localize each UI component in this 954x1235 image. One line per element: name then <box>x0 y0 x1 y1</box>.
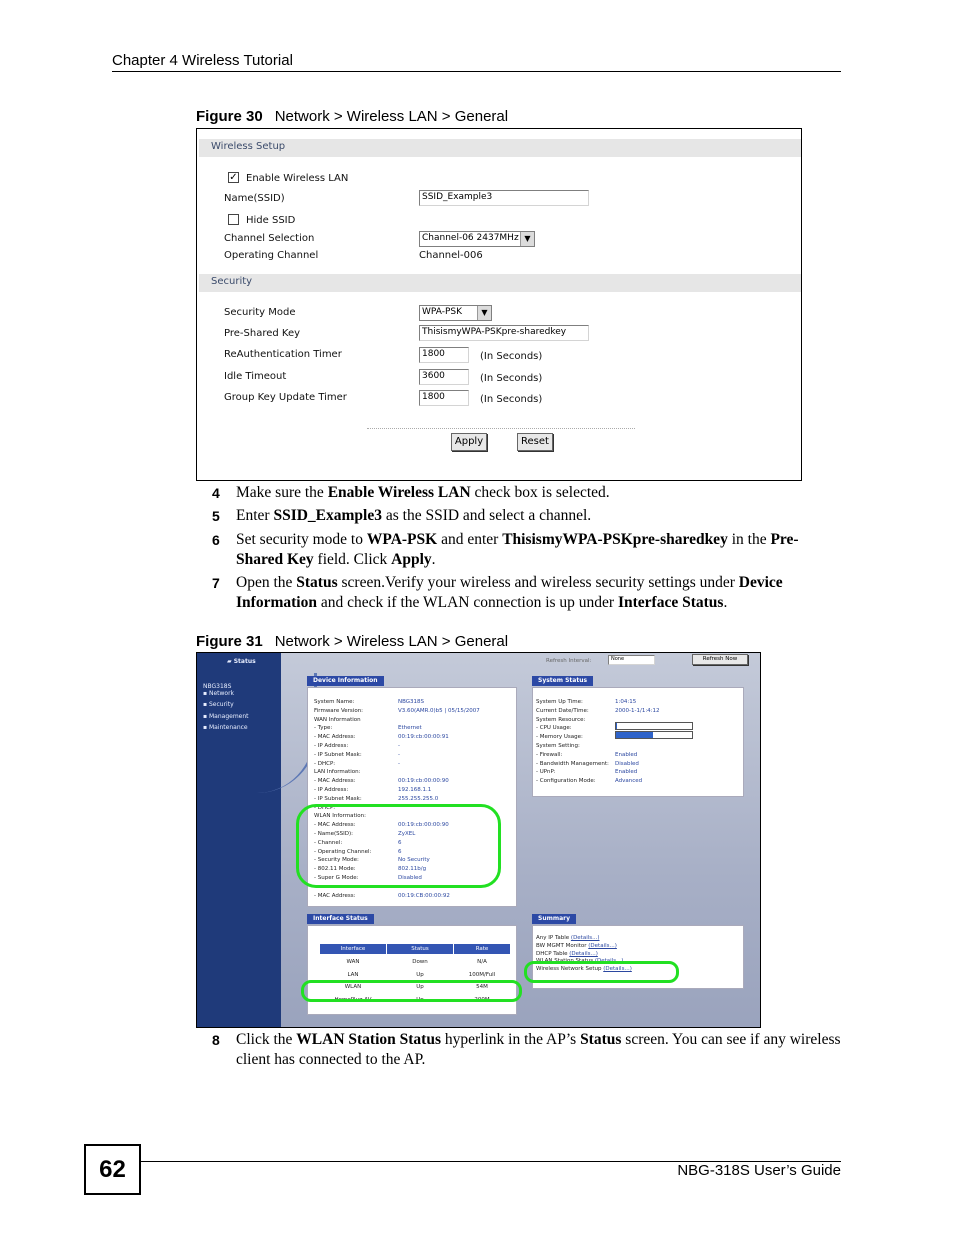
chevron-down-icon: ▼ <box>520 232 534 246</box>
sidebar-item-network[interactable]: ▪ Network <box>203 690 235 697</box>
system-status-value: Enabled <box>615 751 638 758</box>
device-info-label: - 802.11 Mode: <box>314 866 356 873</box>
figure31-title: Network > Wireless LAN > General <box>274 633 509 650</box>
interface-cell: LAN <box>347 971 359 978</box>
system-status-value: 2000-1-1/1:4:12 <box>615 707 660 714</box>
details-link[interactable]: (Details...) <box>570 935 600 941</box>
figure30-title: Network > Wireless LAN > General <box>274 108 509 125</box>
device-info-label: - Security Mode: <box>314 857 359 864</box>
system-status-label: System Up Time: <box>536 699 583 705</box>
device-info-value: 00:19:CB:00:00:92 <box>398 892 450 899</box>
refresh-select[interactable]: None <box>608 655 655 665</box>
system-status-header: System Status <box>532 676 593 686</box>
device-info-value: NBG318S <box>398 699 425 705</box>
system-status-label: - Bandwidth Management: <box>536 760 609 767</box>
refresh-now-button[interactable]: Refresh Now <box>692 654 748 665</box>
col-status: Status <box>387 944 453 954</box>
cpu-usage-bar <box>615 722 693 730</box>
device-info-value: 00:19:cb:00:00:90 <box>398 778 449 785</box>
device-info-label: - DHCP: <box>314 804 336 811</box>
interface-cell: Up <box>416 971 424 978</box>
interface-cell: WAN <box>346 959 360 965</box>
hide-ssid-checkbox[interactable] <box>228 214 239 225</box>
col-interface: Interface <box>320 944 386 954</box>
interface-cell: Up <box>416 996 424 1003</box>
channel-selection-label: Channel Selection <box>224 233 315 244</box>
details-link[interactable]: (Details...) <box>603 966 632 973</box>
col-rate: Rate <box>454 944 510 954</box>
ssid-input[interactable]: SSID_Example3 <box>419 190 589 206</box>
device-info-value: - <box>398 751 400 758</box>
idle-timeout-unit: (In Seconds) <box>480 373 543 384</box>
device-info-header: Device Information <box>307 676 384 686</box>
device-info-label: - Type: <box>314 725 333 732</box>
device-info-value: 6 <box>398 839 402 846</box>
summary-item <box>536 942 617 950</box>
system-status-value: Enabled <box>615 769 638 776</box>
interface-cell: N/A <box>477 959 487 965</box>
refresh-label: Refresh Interval: <box>546 658 592 664</box>
figure31-screenshot <box>196 652 761 1028</box>
device-info-label: - DHCP: <box>314 760 336 767</box>
idle-timeout-label: Idle Timeout <box>224 371 287 382</box>
details-link[interactable]: (Details...) <box>569 950 598 957</box>
step-7: 7 Open the Status screen.Verify your wireless and wireless security settings under Device Information and check if the WLAN connection is up under Interface Status. <box>212 574 783 611</box>
device-info-value: Disabled <box>398 875 422 881</box>
system-status-panel <box>532 687 744 797</box>
summary-item-label: Wireless Network Setup <box>536 966 604 973</box>
system-status-label: - Configuration Mode: <box>536 778 596 785</box>
device-info-value: 6 <box>398 848 402 855</box>
interface-cell: 54M <box>476 984 488 990</box>
system-status-label: Current Date/Time: <box>536 707 589 714</box>
operating-channel-label: Operating Channel <box>224 250 319 261</box>
status-tab[interactable]: ▰ Status <box>227 658 256 665</box>
summary-item-label: BW MGMT Monitor <box>536 942 589 949</box>
interface-cell: 200M <box>474 996 490 1003</box>
summary-item-label: Any IP Table <box>536 935 571 941</box>
figure31-label: Figure 31 <box>196 633 263 650</box>
device-info-label: - Channel: <box>314 839 343 846</box>
summary-item-label: DHCP Table <box>536 950 570 957</box>
reset-button[interactable]: Reset <box>517 433 553 451</box>
system-status-value: Advanced <box>615 778 643 785</box>
device-info-value: - <box>398 760 400 767</box>
step-5: 5 Enter SSID_Example3 as the SSID and select a channel. <box>212 507 592 524</box>
system-status-label: - UPnP: <box>536 769 556 776</box>
group-key-input[interactable]: 1800 <box>419 390 469 406</box>
sidebar <box>197 653 281 1028</box>
device-info-value: V3.60(AMR.0)b5 | 05/15/2007 <box>398 707 480 714</box>
device-info-value: No Security <box>398 857 430 864</box>
device-info-label: - Operating Channel: <box>314 848 372 855</box>
security-header: Security <box>199 274 801 292</box>
device-info-label: WAN Information <box>314 716 361 723</box>
security-mode-label: Security Mode <box>224 307 296 318</box>
system-status-label: - CPU Usage: <box>536 725 572 732</box>
ssid-label: Name(SSID) <box>224 193 285 204</box>
summary-item <box>536 934 600 942</box>
page-number: 62 <box>84 1144 141 1195</box>
sidebar-item-maintenance[interactable]: ▪ Maintenance <box>203 724 248 731</box>
sidebar-item-security[interactable]: ▪ Security <box>203 701 234 708</box>
device-info-value: 255.255.255.0 <box>398 795 439 802</box>
sidebar-item-management[interactable]: ▪ Management <box>203 713 249 720</box>
security-mode-value: WPA-PSK <box>422 307 462 317</box>
interface-cell: Up <box>416 984 424 990</box>
reauth-input[interactable]: 1800 <box>419 347 469 363</box>
device-info-label: LAN Information: <box>314 769 361 776</box>
interface-cell: 100M/Full <box>468 971 496 978</box>
highlight-wlan-station <box>524 961 679 983</box>
device-info-label: - Name(SSID): <box>314 831 353 837</box>
details-link[interactable]: (Details...) <box>594 958 624 965</box>
device-info-label: - IP Address: <box>314 787 349 793</box>
guide-title: NBG-318S User’s Guide <box>677 1162 841 1179</box>
memory-usage-bar <box>615 731 693 739</box>
device-info-value: 00:19:cb:00:00:91 <box>398 734 449 741</box>
device-info-label: System Name: <box>314 699 355 705</box>
divider <box>367 428 635 429</box>
device-info-label: WLAN Information: <box>314 813 366 820</box>
idle-timeout-input[interactable]: 3600 <box>419 369 469 385</box>
step-8: 8 Click the WLAN Station Status hyperlink in the AP’s Status screen. You can see if any wireless client has connected to the AP. <box>212 1031 841 1068</box>
system-status-label: - Firewall: <box>536 751 563 758</box>
summary-header: Summary <box>532 914 576 924</box>
summary-item-label: WLAN Station Status <box>536 958 595 965</box>
psk-input[interactable]: ThisismyWPA-PSKpre-sharedkey <box>419 325 589 341</box>
apply-button[interactable]: Apply <box>451 433 487 451</box>
system-status-label: System Resource: <box>536 716 586 723</box>
system-status-label: System Setting: <box>536 743 580 749</box>
channel-select-value: Channel-06 2437MHz <box>422 233 519 243</box>
reauth-label: ReAuthentication Timer <box>224 349 342 360</box>
wireless-setup-header: Wireless Setup <box>199 139 801 157</box>
channel-select[interactable] <box>419 231 535 247</box>
chapter-header: Chapter 4 Wireless Tutorial <box>112 52 293 69</box>
device-info-value: 00:19:cb:00:00:90 <box>398 822 449 829</box>
figure30-caption <box>196 108 508 125</box>
enable-wlan-label: Enable Wireless LAN <box>246 173 349 184</box>
system-status-value: Disabled <box>615 760 639 767</box>
sidebar-item-nbg318s[interactable]: NBG318S <box>203 683 232 690</box>
figure31-caption <box>196 633 508 650</box>
device-info-value: 192.168.1.1 <box>398 787 432 793</box>
device-info-value: Ethernet <box>398 725 422 732</box>
group-key-unit: (In Seconds) <box>480 394 543 405</box>
device-info-value: ZyXEL <box>398 831 416 837</box>
reauth-unit: (In Seconds) <box>480 351 543 362</box>
figure30-label: Figure 30 <box>196 108 263 125</box>
interface-status-header: Interface Status <box>307 914 374 924</box>
enable-wlan-checkbox[interactable]: ✓ <box>229 172 238 183</box>
system-status-label: - Memory Usage: <box>536 734 583 741</box>
group-key-label: Group Key Update Timer <box>224 392 347 403</box>
step-4: 4 Make sure the Enable Wireless LAN check box is selected. <box>212 484 610 501</box>
device-info-label: - IP Address: <box>314 743 349 749</box>
header-rule <box>112 71 841 72</box>
chevron-down-icon: ▼ <box>477 306 491 320</box>
status-icon: ▰ <box>227 658 232 665</box>
device-info-value: 802.11b/g <box>398 866 427 873</box>
summary-item <box>536 950 598 958</box>
system-status-value: 1:04:15 <box>615 699 637 705</box>
device-info-label: - MAC Address: <box>314 778 356 785</box>
device-info-label: Firmware Version: <box>314 707 364 714</box>
device-info-label: - IP Subnet Mask: <box>314 795 362 802</box>
details-link[interactable]: (Details...) <box>588 942 617 949</box>
device-info-label: - MAC Address: <box>314 822 356 829</box>
device-info-label: - Super G Mode: <box>314 875 359 881</box>
device-info-label: - IP Subnet Mask: <box>314 751 362 758</box>
interface-cell: Down <box>412 959 428 965</box>
interface-cell: HomePlug AV <box>334 996 372 1003</box>
interface-cell: WLAN <box>344 984 362 990</box>
hide-ssid-label: Hide SSID <box>246 215 296 226</box>
highlight-wlan-row <box>301 980 522 1002</box>
device-info-label: - MAC Address: <box>314 734 356 741</box>
psk-label: Pre-Shared Key <box>224 328 301 339</box>
operating-channel-value: Channel-006 <box>419 250 483 261</box>
device-info-value: - <box>398 743 400 749</box>
security-mode-select[interactable] <box>419 305 492 321</box>
figure30-screenshot <box>196 128 802 481</box>
highlight-wlan-info <box>296 804 501 888</box>
step-6: 6 Set security mode to WPA-PSK and enter ThisismyWPA-PSKpre-sharedkey in the Pre-Shared Key field. Click Apply. <box>212 531 799 568</box>
device-info-label: - MAC Address: <box>314 892 356 899</box>
